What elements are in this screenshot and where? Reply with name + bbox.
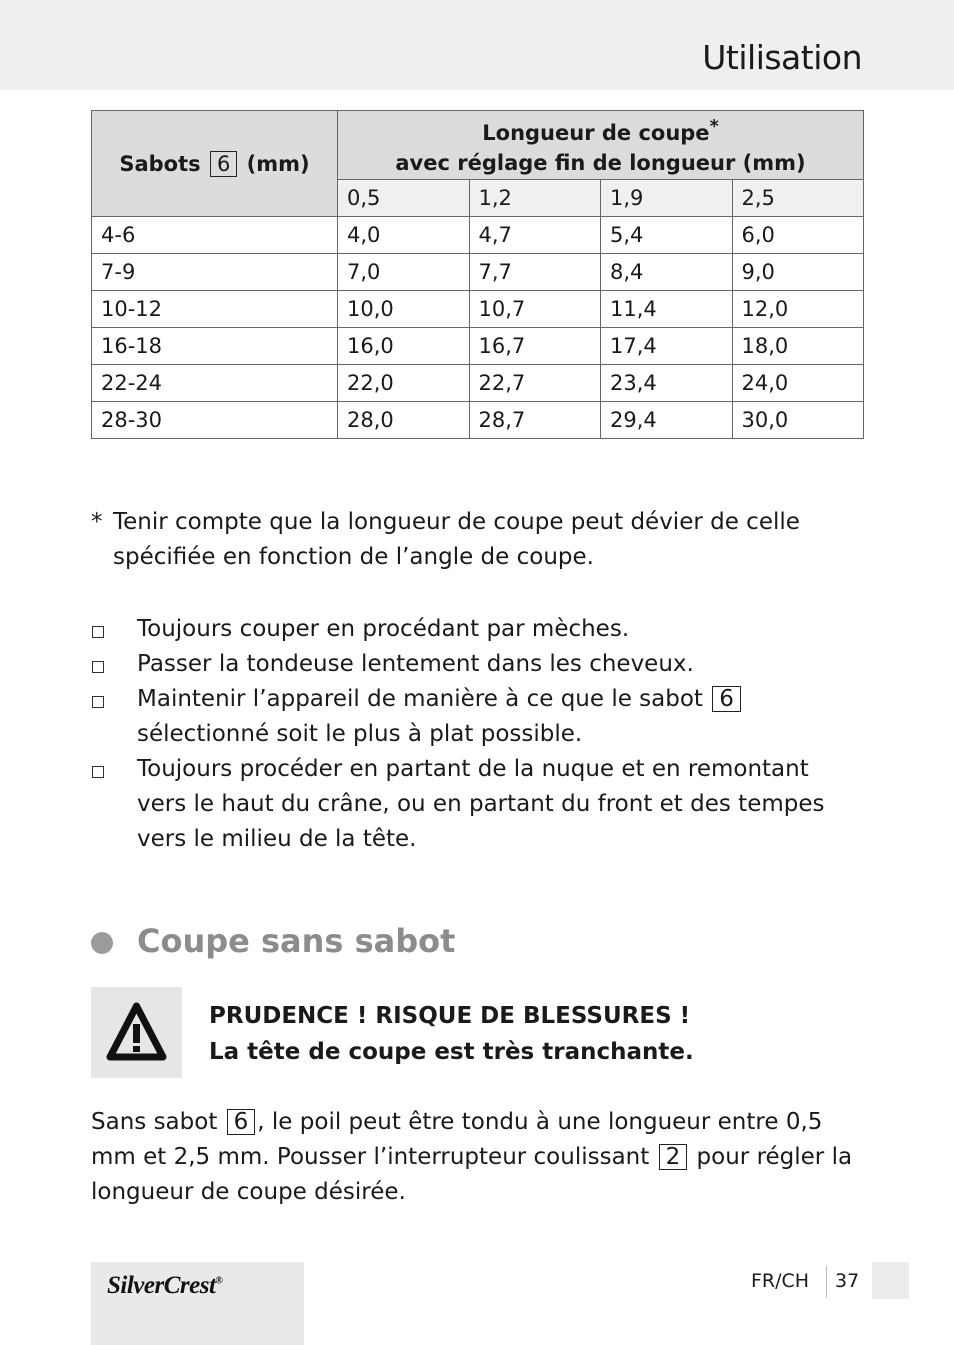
setting-cell: 0,5 bbox=[338, 180, 470, 217]
value-cell: 16,7 bbox=[469, 328, 601, 365]
value-cell: 22,0 bbox=[338, 365, 470, 402]
list-item bbox=[91, 647, 861, 682]
sabot-ref-box: 6 bbox=[227, 1109, 256, 1135]
value-cell: 9,0 bbox=[732, 254, 864, 291]
sabot-cell: 22-24 bbox=[92, 365, 338, 402]
footer-divider bbox=[826, 1266, 827, 1298]
paragraph-text: pour régler la longueur de coupe désirée. bbox=[91, 1144, 853, 1205]
value-cell: 6,0 bbox=[732, 217, 864, 254]
page-title: Utilisation bbox=[702, 38, 862, 77]
value-cell: 7,0 bbox=[338, 254, 470, 291]
length-header-line1: Longueur de coupe bbox=[482, 121, 710, 145]
switch-ref-box: 2 bbox=[659, 1144, 688, 1170]
list-item-text: Maintenir l’appareil de manière à ce que le sabot bbox=[137, 686, 703, 712]
warning-triangle-icon bbox=[91, 987, 182, 1078]
cut-length-table bbox=[91, 110, 864, 439]
bullet-square-icon bbox=[92, 696, 104, 708]
value-cell: 10,7 bbox=[469, 291, 601, 328]
sabot-cell: 28-30 bbox=[92, 402, 338, 439]
setting-cell: 1,9 bbox=[601, 180, 733, 217]
footer-language: FR/CH bbox=[751, 1270, 810, 1292]
list-item bbox=[91, 612, 861, 647]
warning-line1: PRUDENCE ! RISQUE DE BLESSURES ! bbox=[209, 1003, 691, 1029]
value-cell: 28,7 bbox=[469, 402, 601, 439]
warning-icon-box bbox=[91, 987, 182, 1078]
value-cell: 12,0 bbox=[732, 291, 864, 328]
bullet-square-icon bbox=[92, 661, 104, 673]
brand-logo bbox=[107, 1272, 222, 1300]
sabot-ref-box: 6 bbox=[712, 686, 741, 712]
section-title: Coupe sans sabot bbox=[137, 922, 456, 960]
value-cell: 28,0 bbox=[338, 402, 470, 439]
table-row bbox=[92, 291, 864, 328]
list-item bbox=[91, 752, 861, 857]
table-row bbox=[92, 328, 864, 365]
sabot-cell: 4-6 bbox=[92, 217, 338, 254]
value-cell: 17,4 bbox=[601, 328, 733, 365]
value-cell: 16,0 bbox=[338, 328, 470, 365]
list-item-text: Toujours procéder en partant de la nuque et en remontant vers le haut du crâne, ou en partant du front et des tempes vers le milieu de la tête. bbox=[137, 756, 825, 852]
list-item bbox=[91, 682, 861, 752]
section-dot-icon bbox=[91, 932, 113, 954]
list-item-text: Toujours couper en procédant par mèches. bbox=[137, 616, 630, 642]
value-cell: 22,7 bbox=[469, 365, 601, 402]
list-item-text: Passer la tondeuse lentement dans les cheveux. bbox=[137, 651, 694, 677]
warning-line2: La tête de coupe est très tranchante. bbox=[209, 1039, 694, 1065]
value-cell: 5,4 bbox=[601, 217, 733, 254]
sabot-cell: 16-18 bbox=[92, 328, 338, 365]
brand-trademark: ® bbox=[215, 1275, 223, 1287]
value-cell: 10,0 bbox=[338, 291, 470, 328]
paragraph-text: , le poil peut être tondu à une longueur entre 0,5 mm et 2,5 mm. Pousser l’interrupteur coulissant bbox=[91, 1109, 823, 1170]
page-number: 37 bbox=[835, 1270, 860, 1292]
value-cell: 4,0 bbox=[338, 217, 470, 254]
sabot-cell: 7-9 bbox=[92, 254, 338, 291]
setting-cell: 1,2 bbox=[469, 180, 601, 217]
setting-cell: 2,5 bbox=[732, 180, 864, 217]
footnote bbox=[91, 505, 861, 575]
length-header-star: * bbox=[709, 117, 719, 137]
footnote-text: Tenir compte que la longueur de coupe peut dévier de celle spécifiée en fonction de l’angle de coupe. bbox=[113, 509, 800, 570]
table-row bbox=[92, 402, 864, 439]
value-cell: 4,7 bbox=[469, 217, 601, 254]
value-cell: 8,4 bbox=[601, 254, 733, 291]
sabot-ref-box: 6 bbox=[210, 151, 237, 177]
value-cell: 29,4 bbox=[601, 402, 733, 439]
table-row bbox=[92, 365, 864, 402]
sabot-label: Sabots bbox=[119, 151, 201, 176]
instruction-list bbox=[91, 612, 861, 857]
value-cell: 18,0 bbox=[732, 328, 864, 365]
length-column-header bbox=[338, 111, 864, 180]
table-header-row bbox=[92, 111, 864, 180]
paragraph-text: Sans sabot bbox=[91, 1109, 218, 1135]
footnote-star: * bbox=[91, 509, 103, 535]
length-header-line2: avec réglage fin de longueur (mm) bbox=[395, 151, 806, 175]
footer-tab-marker bbox=[872, 1262, 909, 1299]
value-cell: 11,4 bbox=[601, 291, 733, 328]
brand-name: SilverCrest bbox=[107, 1272, 216, 1299]
brand-logo-box bbox=[91, 1262, 304, 1345]
table-row bbox=[92, 254, 864, 291]
table-row bbox=[92, 217, 864, 254]
sabot-column-header bbox=[92, 111, 338, 217]
value-cell: 7,7 bbox=[469, 254, 601, 291]
sabot-unit: (mm) bbox=[246, 151, 310, 176]
bullet-square-icon bbox=[92, 626, 104, 638]
value-cell: 24,0 bbox=[732, 365, 864, 402]
value-cell: 23,4 bbox=[601, 365, 733, 402]
bullet-square-icon bbox=[92, 766, 104, 778]
sabot-cell: 10-12 bbox=[92, 291, 338, 328]
warning-text bbox=[209, 998, 694, 1070]
body-paragraph bbox=[91, 1105, 866, 1210]
list-item-text: sélectionné soit le plus à plat possible. bbox=[137, 721, 583, 747]
value-cell: 30,0 bbox=[732, 402, 864, 439]
